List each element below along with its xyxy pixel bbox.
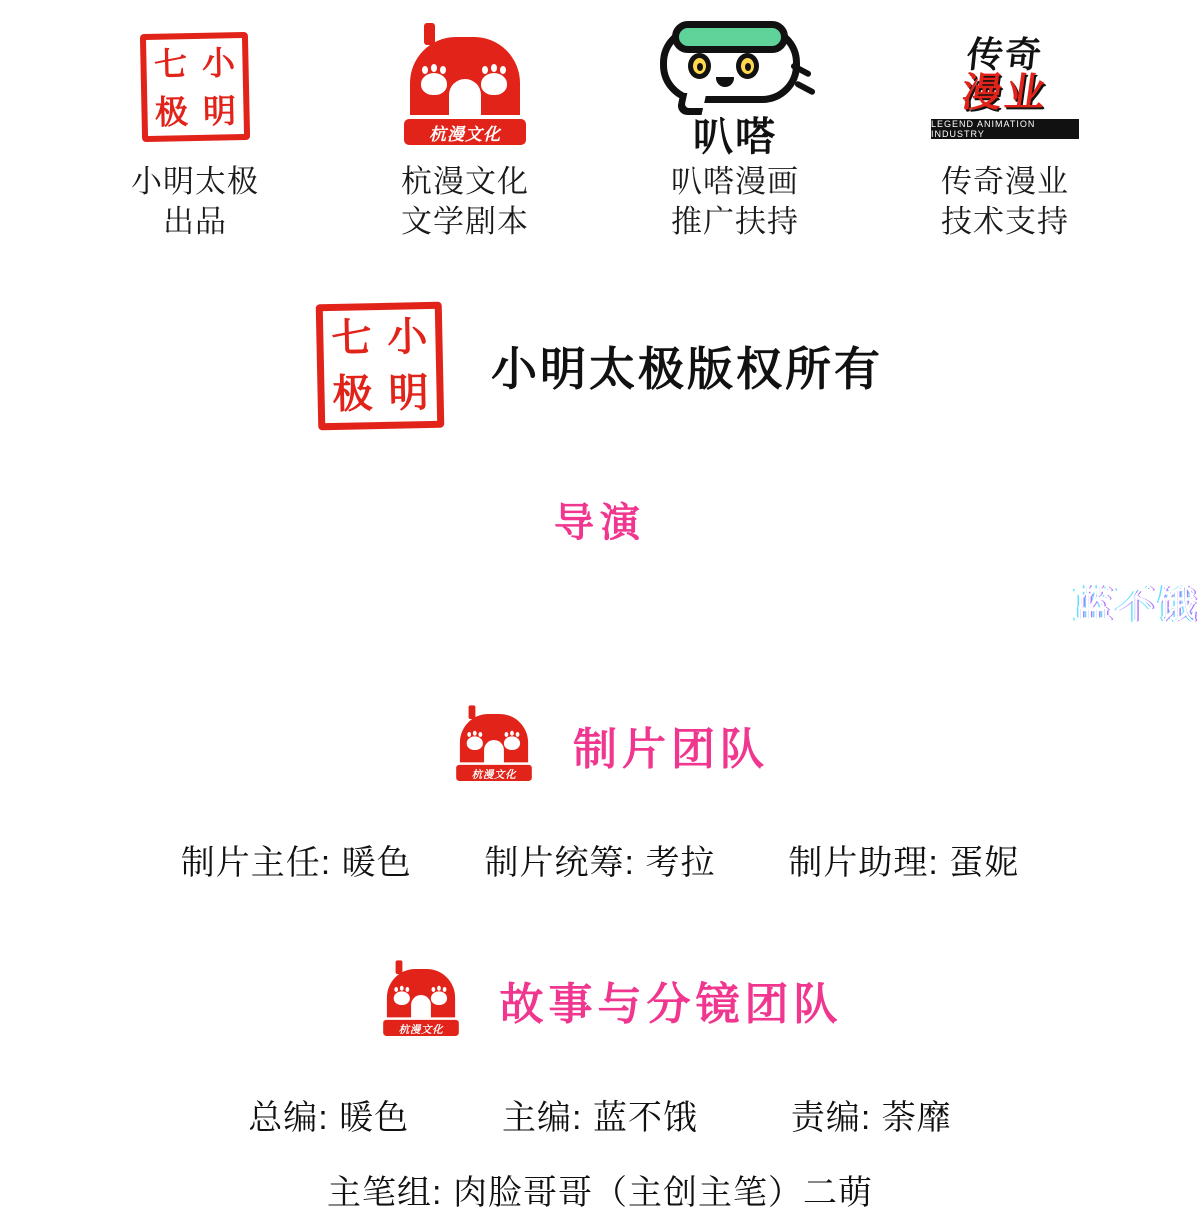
- seal-char: 明: [388, 369, 430, 418]
- credit-sep: :: [624, 844, 646, 883]
- hangman-logo-text: 杭漫文化: [383, 1020, 459, 1036]
- xiaoming-taiji-seal-icon: [141, 22, 249, 152]
- credit-role: 制片统筹: [484, 844, 625, 883]
- paw-print-left: [467, 737, 483, 751]
- credit-role: 总编: [248, 1099, 319, 1138]
- seal-char: 明: [202, 90, 237, 131]
- seal-char: 七: [330, 314, 372, 363]
- paw-print-right: [481, 73, 507, 95]
- credit-role: 责编: [790, 1099, 861, 1138]
- credit-role: 主编: [502, 1099, 573, 1138]
- partner-hangman-culture: [330, 22, 600, 241]
- partner-xiaoming-taiji: [60, 22, 330, 241]
- partner-caption-line2: 技术支持: [941, 203, 1069, 239]
- bada-bird-icon: [650, 22, 820, 160]
- seal-char: 七: [153, 43, 188, 84]
- hangman-culture-paw-icon: [455, 706, 533, 785]
- credit-role: 制片助理: [788, 844, 929, 883]
- copyright-row: [0, 303, 1200, 429]
- credit-name: 蛋妮: [949, 844, 1020, 883]
- logo-m-notch: [449, 79, 481, 119]
- credit-name: 蓝不饿: [592, 1099, 698, 1138]
- legend-logo-text-bottom: 漫业: [958, 69, 1052, 116]
- credit-role: 制片主任: [180, 844, 321, 883]
- director-section-title: 导演: [554, 501, 646, 546]
- partner-bada-comic: [600, 22, 870, 241]
- paw-print-right: [430, 992, 446, 1006]
- director-name-wrap: [0, 548, 1200, 629]
- credit-sep: :: [432, 1174, 453, 1213]
- paw-print-right: [504, 737, 520, 751]
- partner-logo-row: [0, 0, 1200, 241]
- hangman-culture-paw-icon: [381, 961, 459, 1040]
- production-credits-line: [0, 835, 1200, 884]
- credit-sep: :: [318, 1099, 340, 1138]
- seal-char: 小: [201, 42, 236, 83]
- partner-caption-line1: 小明太极: [131, 164, 259, 199]
- credit-name: 考拉: [645, 844, 716, 883]
- partner-caption: [401, 162, 529, 241]
- credit-name: 暖色: [341, 844, 412, 883]
- motion-line: [794, 80, 816, 96]
- copyright-seal-icon: [316, 302, 445, 431]
- credit-name: 暖色: [339, 1099, 410, 1138]
- legend-logo-text-top: 传奇: [964, 34, 1046, 76]
- logo-m-notch: [411, 995, 431, 1020]
- legend-animation-icon: [925, 22, 1085, 152]
- partner-caption-line2: 推广扶持: [671, 203, 799, 239]
- credit-sep: :: [572, 1099, 593, 1138]
- paw-print-left: [421, 73, 447, 95]
- partner-legend-animation: [870, 22, 1140, 241]
- partner-caption: [941, 162, 1069, 241]
- credit-name: 肉脸哥哥（主创主笔）二萌: [452, 1174, 873, 1213]
- seal-char: 小: [386, 313, 428, 362]
- credit-role: 主笔组: [327, 1174, 433, 1213]
- bada-logo-text: 叭嗒: [693, 114, 777, 160]
- partner-caption-line1: 杭漫文化: [401, 164, 529, 199]
- director-name: 蓝不饿: [1073, 585, 1200, 628]
- paw-print-left: [393, 992, 409, 1006]
- credit-sep: :: [928, 844, 950, 883]
- hangman-culture-paw-icon: [402, 22, 528, 152]
- logo-m-notch: [484, 740, 504, 765]
- bird-eye-right: [736, 53, 759, 79]
- credit-sep: :: [320, 844, 342, 883]
- partner-caption: [671, 162, 799, 241]
- story-credits-line-secondary: [0, 1165, 1200, 1214]
- production-team-heading: [0, 681, 1200, 809]
- section-title: 制片团队: [573, 725, 769, 775]
- bada-logo: [650, 23, 820, 160]
- hangman-logo-text: 杭漫文化: [456, 765, 532, 781]
- partner-caption-line2: 文学剧本: [401, 203, 529, 239]
- credit-sep: :: [860, 1099, 882, 1138]
- hangman-logo-text: 杭漫文化: [404, 119, 526, 145]
- paw-m-logo: [402, 23, 528, 151]
- seal-stamp: [140, 32, 250, 142]
- section-title: 故事与分镜团队: [499, 980, 843, 1030]
- story-team-heading: [0, 936, 1200, 1064]
- seal-char: 极: [332, 370, 374, 419]
- partner-caption-line2: 出品: [163, 203, 227, 239]
- partner-caption: [131, 162, 259, 241]
- partner-caption-line1: 传奇漫业: [941, 164, 1069, 199]
- bird-eye-left: [688, 53, 711, 79]
- legend-logo-text-bar: LEGEND ANIMATION INDUSTRY: [931, 119, 1079, 139]
- partner-caption-line1: 叭嗒漫画: [671, 164, 799, 199]
- copyright-text: 小明太极版权所有: [491, 343, 883, 396]
- story-credits-line: [0, 1090, 1200, 1139]
- legend-logo: [925, 23, 1085, 151]
- green-cap-shape: [672, 21, 788, 53]
- seal-char: 极: [154, 91, 189, 132]
- credit-name: 荼靡: [881, 1099, 952, 1138]
